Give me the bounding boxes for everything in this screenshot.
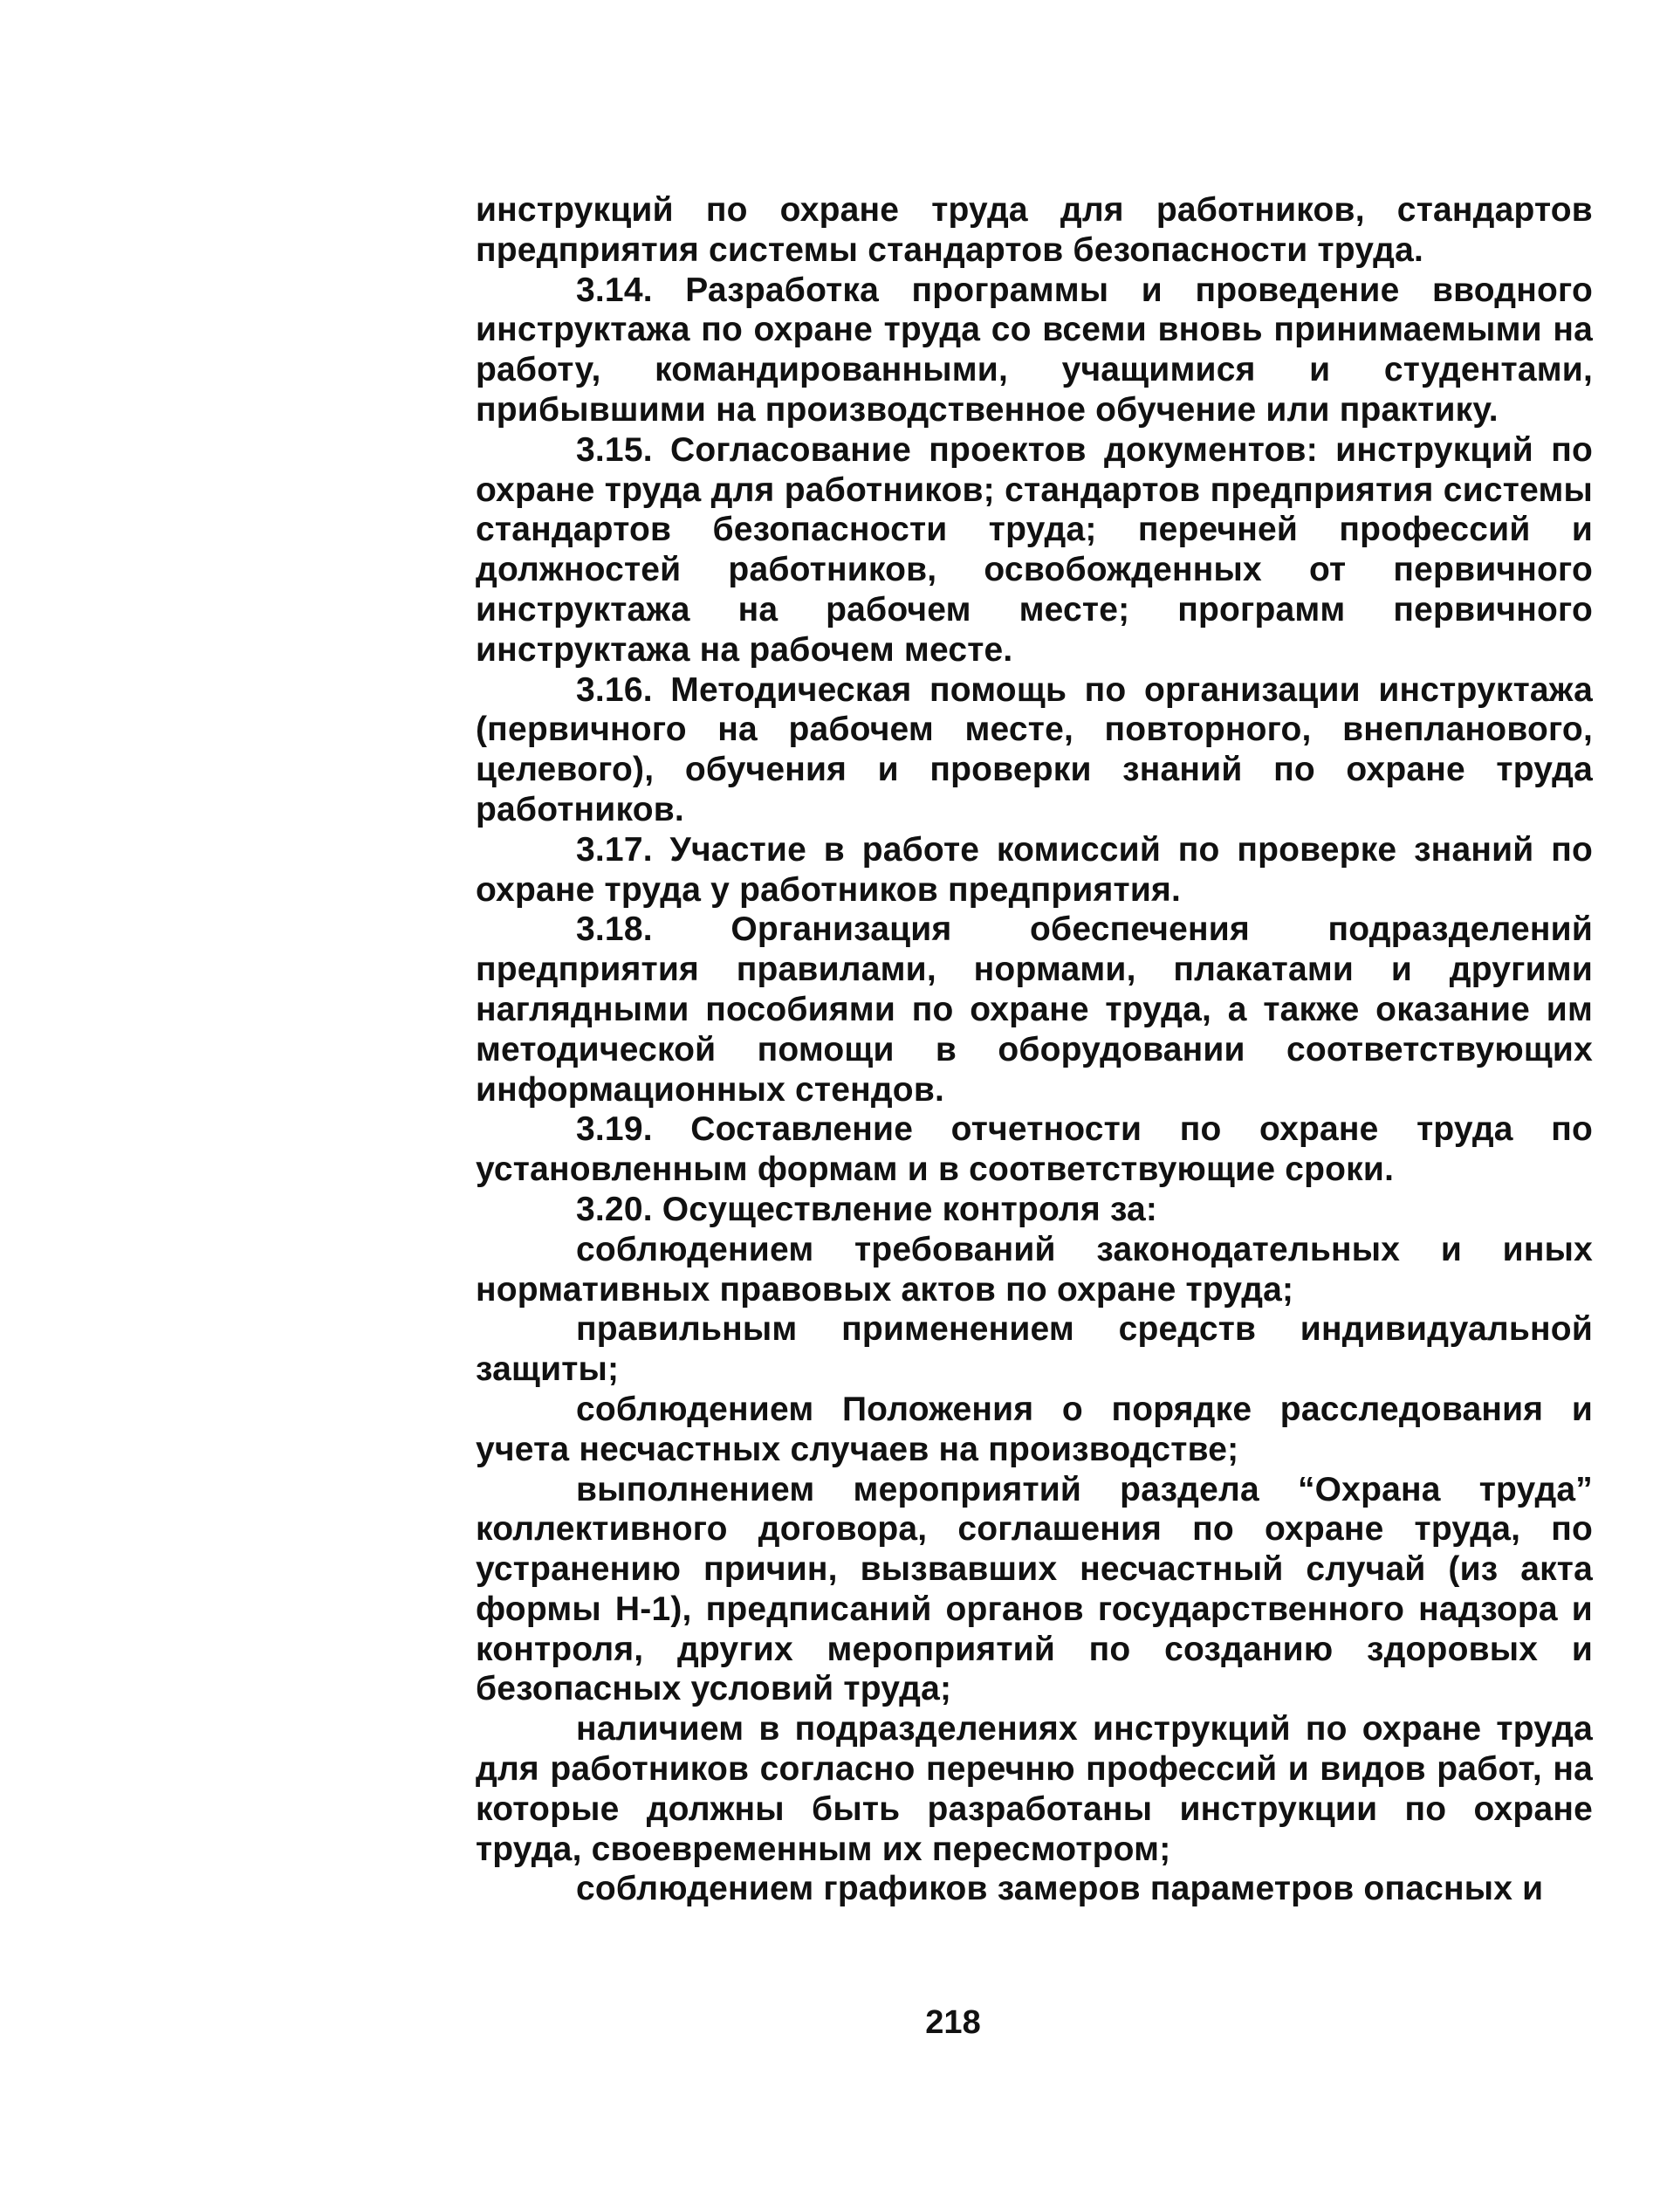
control-item-legislation: соблюдением требований законодательных и иных нормативных правовых актов по охране труда; <box>476 1230 1593 1309</box>
control-item-ppe: правильным применением средств индивидуальной защиты; <box>476 1310 1593 1389</box>
paragraph-3-20: 3.20. Осуществление контроля за: <box>576 1190 1158 1228</box>
paragraph-3-16: 3.16. Методическая помощь по организации инструктажа (первичного на рабочем месте, повторного, внепланового, целевого), обучения и проверки знаний по охране труда работников. <box>476 670 1593 828</box>
page-number: 218 <box>925 2004 981 2041</box>
paragraph-3-17: 3.17. Участие в работе комиссий по проверке знаний по охране труда у работников предприятия. <box>476 830 1593 909</box>
paragraph-3-15: 3.15. Согласование проектов документов: инструкций по охране труда для работников; стандартов предприятия системы стандартов безопасности труда; перечней профессий и должностей работников, освобожденных от первичного инструктажа на рабочем месте; программ первичного инструктажа на рабочем месте. <box>476 430 1593 669</box>
control-item-accident-regulation: соблюдением Положения о порядке расследования и учета несчастных случаев на производстве; <box>476 1390 1593 1468</box>
document-page <box>476 190 1593 1909</box>
control-item-instructions: наличием в подразделениях инструкций по охране труда для работников согласно перечню профессий и видов работ, на которые должны быть разработаны инструкции по охране труда, своевременным их пересмотром; <box>476 1710 1593 1868</box>
paragraph-continuation: инструкций по охране труда для работников, стандартов предприятия системы стандартов безопасности труда. <box>476 191 1593 269</box>
paragraph-3-19: 3.19. Составление отчетности по охране труда по установленным формам и в соответствующие сроки. <box>476 1110 1593 1189</box>
control-item-measurement-schedules: соблюдением графиков замеров параметров опасных и <box>576 1870 1544 1908</box>
paragraph-3-18: 3.18. Организация обеспечения подразделений предприятия правилами, нормами, плакатами и другими наглядными пособиями по охране труда, а также оказание им методической помощи в оборудовании соответствующих информационных стендов. <box>476 910 1593 1109</box>
paragraph-3-14: 3.14. Разработка программы и проведение вводного инструктажа по охране труда со всеми вновь принимаемыми на работу, командированными, учащимися и студентами, прибывшими на производственное обучение или практику. <box>476 271 1593 429</box>
control-item-measures: выполнением мероприятий раздела “Охрана труда” коллективного договора, соглашения по охране труда, по устранению причин, вызвавших несчастный случай (из акта формы Н-1), предписаний органов государственного надзора и контроля, других мероприятий по созданию здоровых и безопасных условий труда; <box>476 1470 1593 1708</box>
